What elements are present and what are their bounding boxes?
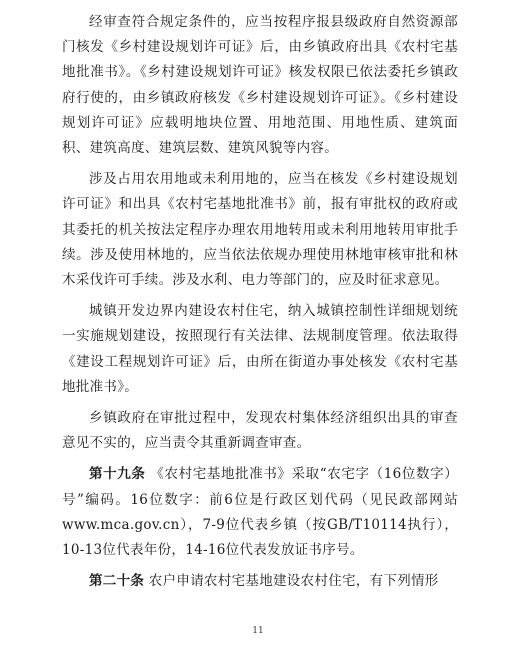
article-20	[62, 569, 458, 594]
document-body	[62, 10, 458, 594]
article-19-body: 《农村宅基地批准书》采取“农宅字（16位数字）号”编码。16位数字：前6位是行政区划代码（见民政部网站www.mca.gov.cn），7-9位代表乡镇（按GB/T10114执行），10-13位代表年份，14-16位代表发放证书序号。	[62, 466, 459, 559]
article-19	[62, 462, 458, 563]
article-20-heading: 第二十条	[89, 573, 145, 590]
article-19-heading: 第十九条	[89, 466, 146, 483]
article-20-body: 农户申请农村宅基地建设农村住宅，有下列情形	[148, 573, 439, 590]
page-number: 11	[252, 626, 264, 636]
paragraph-approval: 经审查符合规定条件的，应当按程序报县级政府自然资源部门核发《乡村建设规划许可证》后，由乡镇政府出具《农村宅基地批准书》。《乡村建设规划许可证》核发权限已依法委托乡镇政府行使的，由乡镇政府核发《乡村建设规划许可证》。《乡村建设规划许可证》应载明地块位置、用地范围、用地性质、建筑面积、建筑高度、建筑层数、建筑风貌等内容。	[62, 14, 458, 157]
paragraph-review-check: 乡镇政府在审批过程中，发现农村集体经济组织出具的审查意见不实的，应当责令其重新调查审查。	[62, 410, 458, 452]
paragraph-farmland-use: 涉及占用农用地或未利用地的，应当在核发《乡村建设规划许可证》和出具《农村宅基地批准书》前，报有审批权的政府或其委托的机关按法定程序办理农用地转用或未利用地转用审批手续。涉及使用林地的，应当依法依规办理使用林地审核审批和林木采伐许可手续。涉及水利、电力等部门的，应及时征求意见。	[62, 171, 458, 289]
paragraph-urban-boundary: 城镇开发边界内建设农村住宅，纳入城镇控制性详细规划统一实施规划建设，按照现行有关法律、法规制度管理。依法取得《建设工程规划许可证》后，由所在街道办事处核发《农村宅基地批准书》。	[62, 303, 458, 395]
